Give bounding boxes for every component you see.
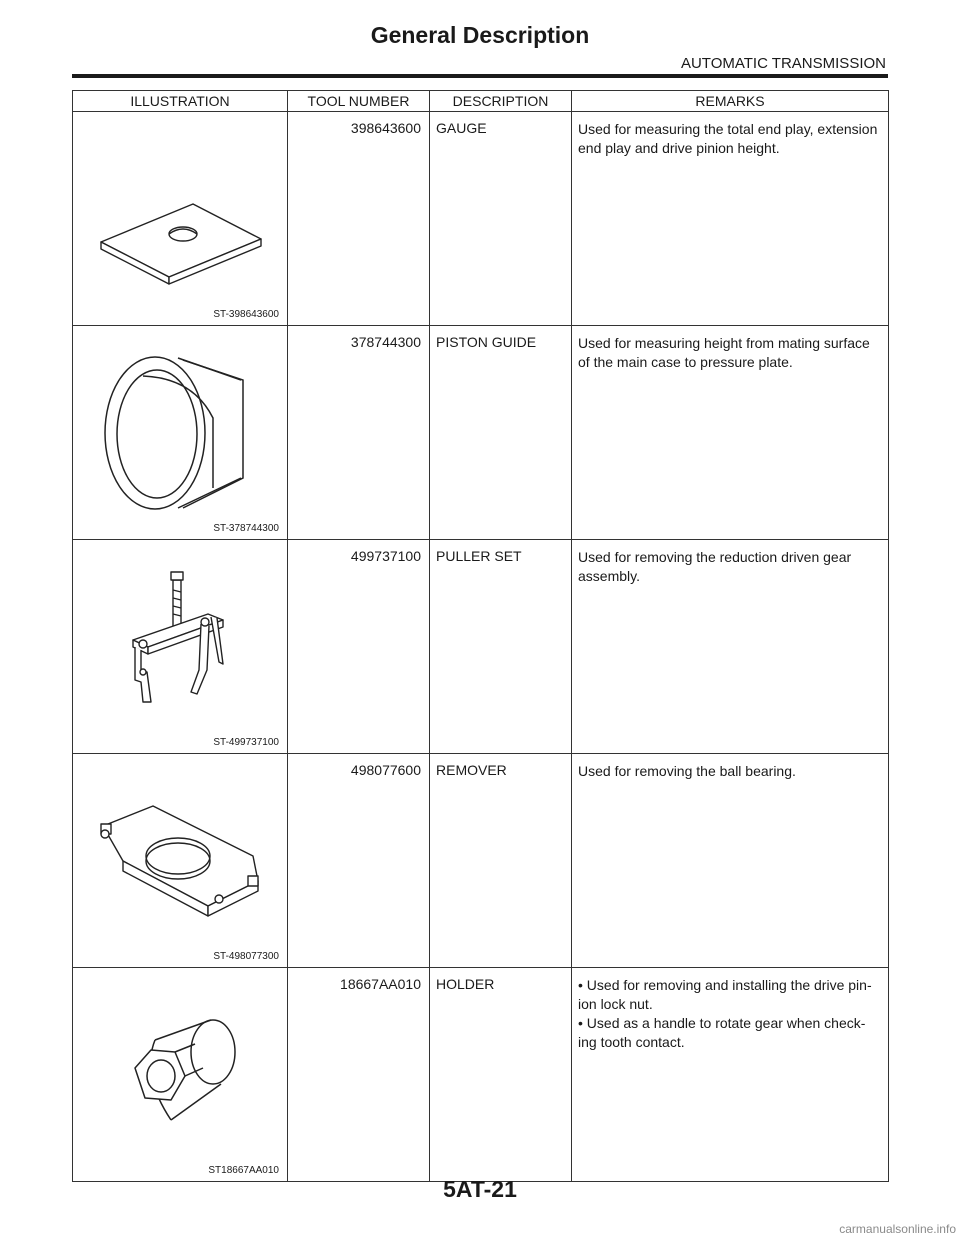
page-title: General Description (370, 22, 590, 48)
tool-remarks (572, 754, 889, 968)
column-header-illustration: ILLUSTRATION (73, 91, 288, 112)
remarks-line: Used for removing the reduction driven gear assembly. (578, 549, 852, 584)
gauge-plate-icon (83, 124, 273, 299)
tool-number: 498077600 (288, 754, 430, 968)
header-rule (72, 74, 888, 78)
table-row (73, 326, 889, 540)
tool-description: PISTON GUIDE (430, 326, 572, 540)
column-header-remarks: REMARKS (572, 91, 889, 112)
illustration-caption: ST18667AA010 (208, 1165, 279, 1176)
illustration-cell (73, 540, 288, 754)
tool-description: GAUGE (430, 112, 572, 326)
illustration-caption: ST-398643600 (213, 309, 279, 320)
puller-set-icon (83, 552, 273, 727)
table-row (73, 754, 889, 968)
tool-description: PULLER SET (430, 540, 572, 754)
page-number: 5AT-21 (443, 1176, 517, 1202)
tool-number: 398643600 (288, 112, 430, 326)
tool-description: REMOVER (430, 754, 572, 968)
tool-description: HOLDER (430, 968, 572, 1182)
illustration-caption: ST-378744300 (213, 523, 279, 534)
holder-socket-icon (83, 980, 273, 1155)
remarks-line: Used for removing the ball bearing. (578, 763, 796, 779)
remover-clamp-icon (83, 766, 273, 941)
illustration-cell (73, 754, 288, 968)
table-header-row (73, 91, 889, 112)
remarks-line: Used for measuring the total end play, extension end play and drive pinion height. (578, 121, 878, 156)
tool-remarks (572, 326, 889, 540)
illustration-caption: ST-498077300 (213, 951, 279, 962)
remarks-line: Used for measuring height from mating surface of the main case to pressure plate. (578, 335, 870, 370)
tool-remarks (572, 540, 889, 754)
illustration-cell (73, 112, 288, 326)
section-name: AUTOMATIC TRANSMISSION (680, 55, 886, 72)
piston-guide-ring-icon (83, 338, 273, 513)
tool-number: 378744300 (288, 326, 430, 540)
table-row (73, 968, 889, 1182)
remarks-line: • Used as a handle to rotate gear when check-ing tooth contact. (578, 1015, 866, 1050)
tool-number: 18667AA010 (288, 968, 430, 1182)
illustration-caption: ST-499737100 (213, 737, 279, 748)
table-row (73, 112, 889, 326)
tool-number: 499737100 (288, 540, 430, 754)
illustration-cell (73, 968, 288, 1182)
tool-remarks (572, 968, 889, 1182)
special-tools-table (72, 90, 889, 1182)
column-header-description: DESCRIPTION (430, 91, 572, 112)
watermark: carmanualsonline.info (839, 1222, 956, 1236)
remarks-line: • Used for removing and installing the drive pin-ion lock nut. (578, 977, 872, 1012)
illustration-cell (73, 326, 288, 540)
table-row (73, 540, 889, 754)
tool-remarks (572, 112, 889, 326)
column-header-tool-number: TOOL NUMBER (288, 91, 430, 112)
